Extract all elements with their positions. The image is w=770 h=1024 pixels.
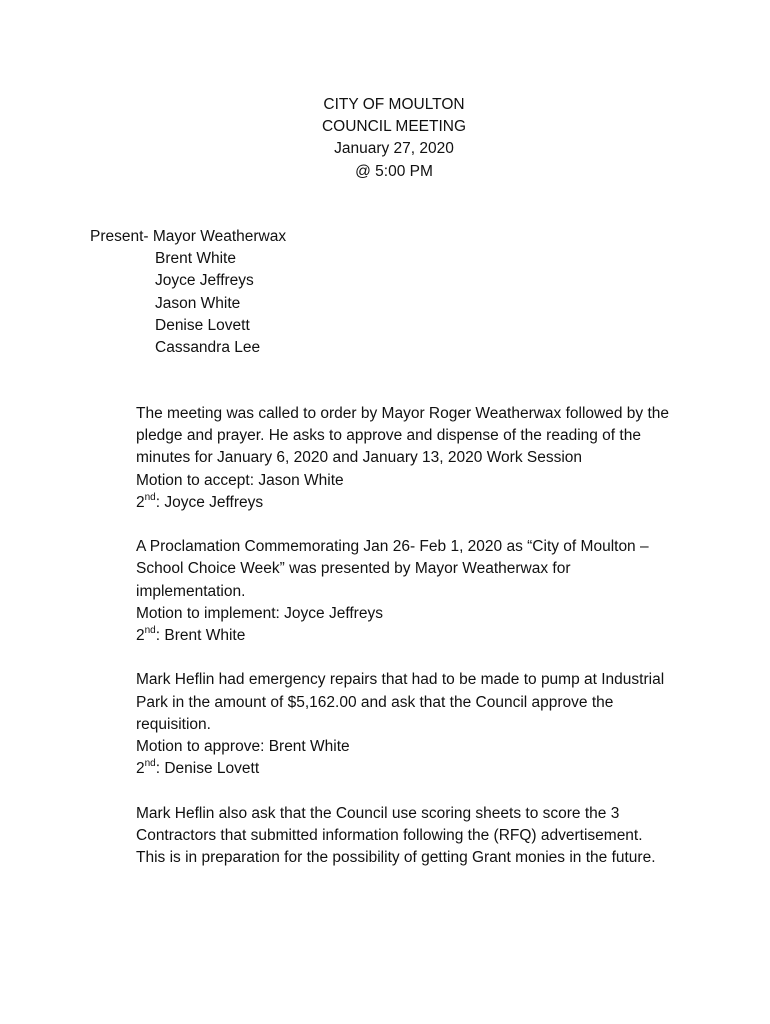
second-line: 2nd: Brent White	[136, 624, 246, 645]
present-label: Present- Mayor Weatherwax	[90, 228, 287, 245]
header-time: @ 5:00 PM	[355, 162, 433, 180]
paragraph-line: Mark Heflin had emergency repairs that had to be made to pump at Industrial	[136, 671, 665, 689]
motion-line: Motion to accept: Jason White	[136, 471, 344, 489]
paragraph-line: minutes for January 6, 2020 and January 13, 2020 Work Session	[136, 449, 583, 467]
agenda-item-scoring-sheets	[136, 803, 706, 870]
present-member: Jason White	[155, 294, 241, 312]
paragraph-line: A Proclamation Commemorating Jan 26- Feb 1, 2020 as “City of Moulton –	[136, 538, 649, 556]
paragraph-line: Mark Heflin also ask that the Council use scoring sheets to score the 3	[136, 804, 620, 822]
paragraph-line: School Choice Week” was presented by Mayor Weatherwax for	[136, 560, 571, 578]
header-meeting-type: COUNCIL MEETING	[321, 118, 467, 136]
present-member: Brent White	[155, 250, 236, 268]
minutes-body	[136, 403, 706, 891]
paragraph-line: requisition.	[136, 715, 211, 733]
paragraph-line: The meeting was called to order by Mayor Roger Weatherwax followed by the	[136, 405, 670, 422]
second-line: 2nd: Joyce Jeffreys	[136, 491, 264, 511]
paragraph-line: This is in preparation for the possibility of getting Grant monies in the future.	[136, 849, 656, 867]
paragraph-line: implementation.	[136, 582, 246, 600]
motion-line: Motion to implement: Joyce Jeffreys	[136, 604, 383, 622]
motion-line: Motion to approve: Brent White	[136, 738, 350, 756]
agenda-item-call-to-order	[136, 403, 706, 514]
document-header	[0, 94, 770, 183]
present-member: Joyce Jeffreys	[155, 272, 254, 290]
present-member: Cassandra Lee	[155, 338, 261, 356]
second-line: 2nd: Denise Lovett	[136, 758, 260, 778]
agenda-item-emergency-repairs	[136, 669, 706, 780]
header-date: January 27, 2020	[334, 140, 454, 158]
present-member: Denise Lovett	[155, 316, 250, 334]
paragraph-line: Park in the amount of $5,162.00 and ask that the Council approve the	[136, 693, 614, 711]
agenda-item-proclamation	[136, 536, 706, 647]
paragraph-line: pledge and prayer. He asks to approve and dispense of the reading of the	[136, 427, 641, 445]
attendance-list	[90, 226, 286, 359]
paragraph-line: Contractors that submitted information following the (RFQ) advertisement.	[136, 826, 643, 844]
header-city: CITY OF MOULTON	[323, 96, 465, 113]
